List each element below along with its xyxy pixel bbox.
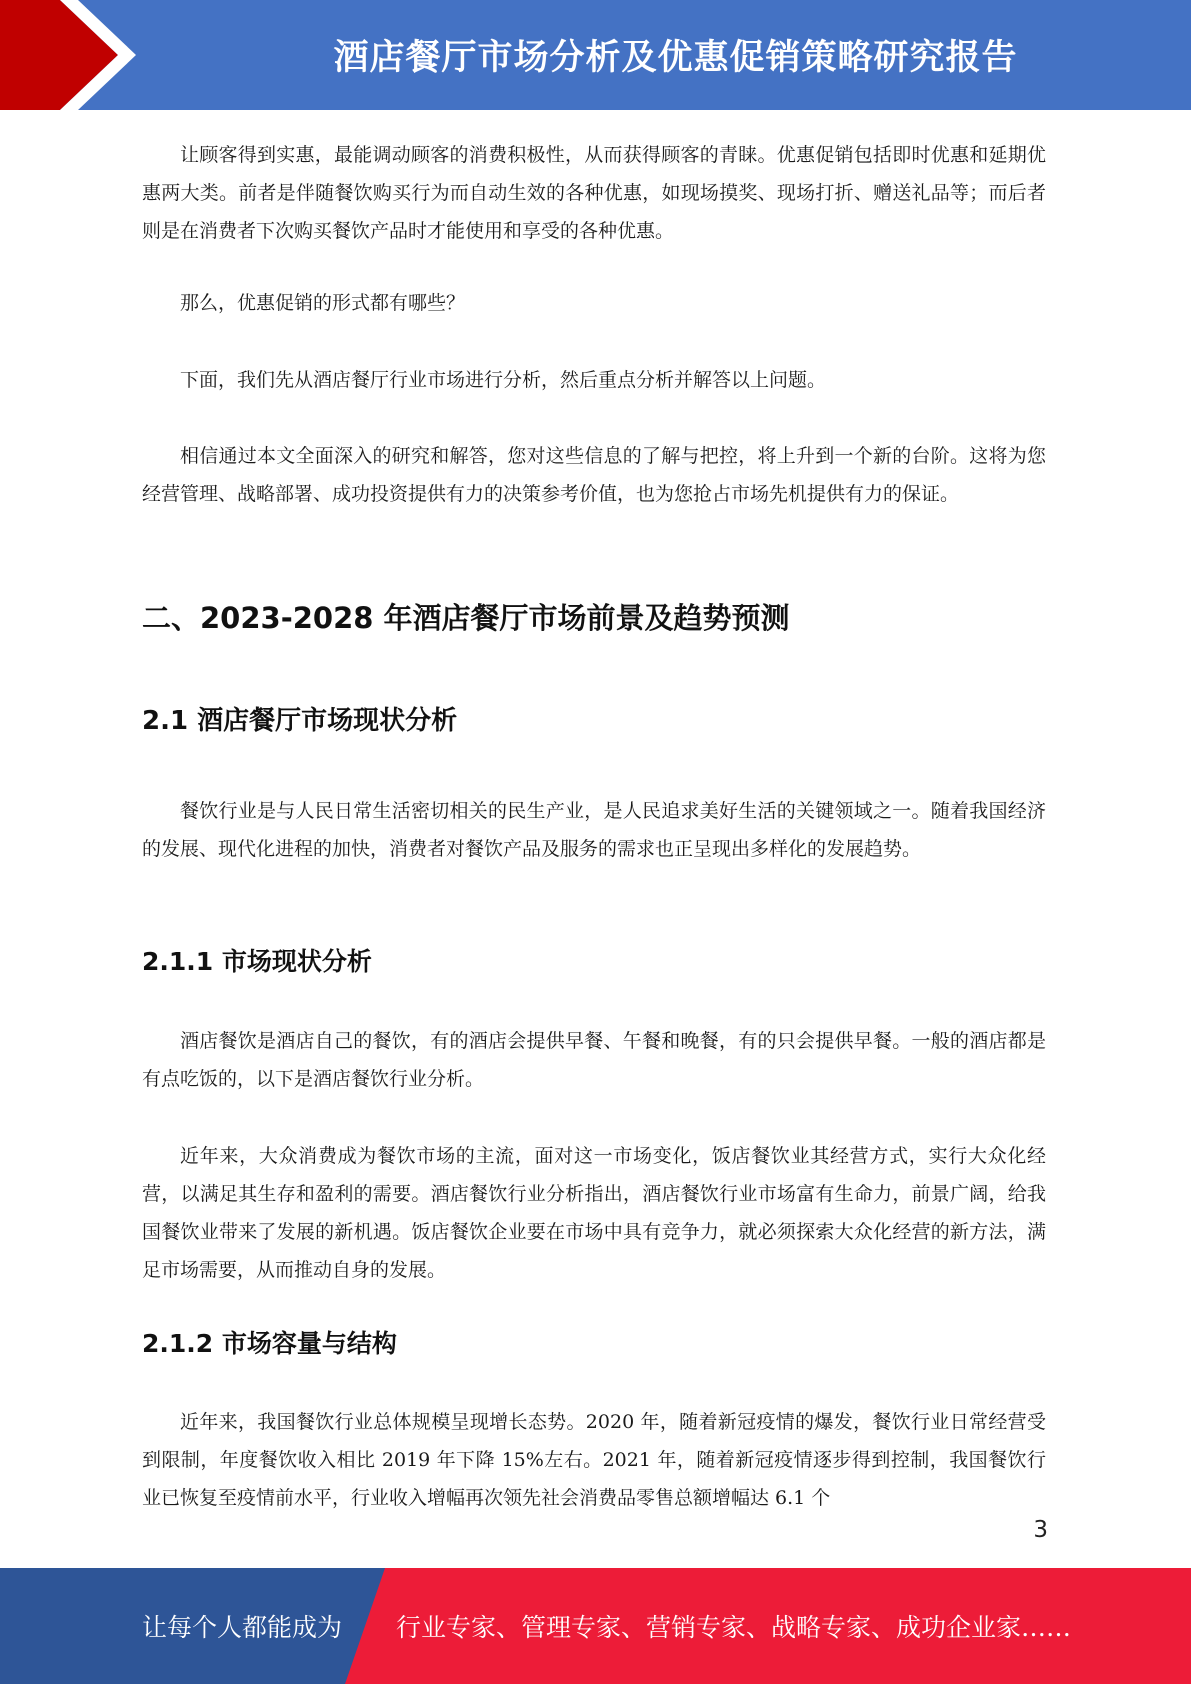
section-heading-2: 二、2023-2028 年酒店餐厅市场前景及趋势预测 (142, 601, 790, 635)
paragraph-market-size: 近年来，我国餐饮行业总体规模呈现增长态势。2020 年，随着新冠疫情的爆发，餐饮行业日常经营受到限制，年度餐饮收入相比 2019 年下降 15%左右。2021 年，随着新冠疫情逐步得到控制，我国餐饮行业已恢复至疫情前水平，行业收入增幅再次领先社会消费品零售总额增幅达 6.1 个 (142, 1411, 1046, 1509)
header-arrow-icon (0, 0, 150, 110)
subsection-heading-2-1-2: 2.1.2 市场容量与结构 (142, 1329, 397, 1358)
page-number: 3 (1033, 1517, 1048, 1543)
footer-slogan-right: 行业专家、管理专家、营销专家、战略专家、成功企业家…… (396, 1613, 1072, 1642)
paragraph-industry: 餐饮行业是与人民日常生活密切相关的民生产业，是人民追求美好生活的关键领域之一。随着我国经济的发展、现代化进程的加快，消费者对餐饮产品及服务的需求也正呈现出多样化的发展趋势。 (142, 800, 1046, 860)
paragraph-mass-consumption: 近年来，大众消费成为餐饮市场的主流，面对这一市场变化，饭店餐饮业其经营方式，实行大众化经营，以满足其生存和盈利的需要。酒店餐饮行业分析指出，酒店餐饮行业市场富有生命力，前景广阔，给我国餐饮业带来了发展的新机遇。饭店餐饮企业要在市场中具有竞争力，就必须探索大众化经营的新方法，满足市场需要，从而推动自身的发展。 (142, 1145, 1046, 1281)
subsection-heading-2-1: 2.1 酒店餐厅市场现状分析 (142, 706, 458, 736)
page-footer (0, 1568, 1191, 1684)
paragraph-hotel-dining: 酒店餐饮是酒店自己的餐饮，有的酒店会提供早餐、午餐和晚餐，有的只会提供早餐。一般的酒店都是有点吃饭的，以下是酒店餐饮行业分析。 (142, 1030, 1046, 1090)
footer-slogan-left: 让每个人都能成为 (142, 1613, 343, 1642)
paragraph-intro-promotion: 让顾客得到实惠，最能调动顾客的消费积极性，从而获得顾客的青睐。优惠促销包括即时优惠和延期优惠两大类。前者是伴随餐饮购买行为而自动生效的各种优惠，如现场摸奖、现场打折、赠送礼品等；而后者则是在消费者下次购买餐饮产品时才能使用和享受的各种优惠。 (142, 144, 1046, 242)
subsection-heading-2-1-1: 2.1.1 市场现状分析 (142, 947, 372, 976)
page-header (0, 0, 1191, 110)
paragraph-question: 那么，优惠促销的形式都有哪些？ (180, 292, 466, 314)
paragraph-value: 相信通过本文全面深入的研究和解答，您对这些信息的了解与把控，将上升到一个新的台阶。这将为您经营管理、战略部署、成功投资提供有力的决策参考价值，也为您抢占市场先机提供有力的保证。 (142, 445, 1046, 505)
document-title: 酒店餐厅市场分析及优惠促销策略研究报告 (333, 38, 1018, 78)
paragraph-overview: 下面，我们先从酒店餐厅行业市场进行分析，然后重点分析并解答以上问题。 (180, 369, 827, 391)
